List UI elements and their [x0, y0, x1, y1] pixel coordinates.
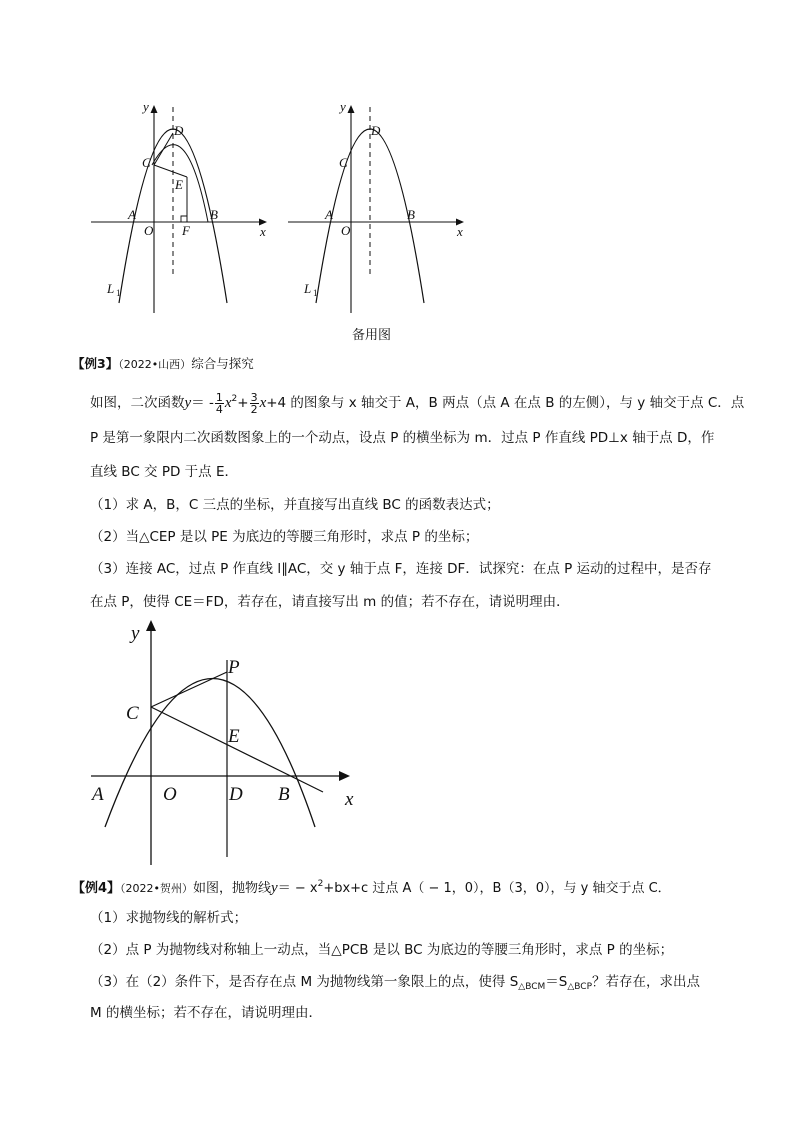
figure-1-parabola: [85, 95, 285, 325]
label-d: D: [174, 123, 184, 138]
label-e: E: [175, 177, 183, 192]
text-segment: 的图象与 x 轴交于 A，B 两点（点 A 在点 B 的左侧），与 y 轴交于点 C．点: [286, 395, 745, 411]
label-e: E: [228, 726, 240, 747]
text-segment: +4: [266, 395, 287, 411]
y-axis-arrow: [348, 105, 355, 113]
figure-1-svg: [85, 95, 285, 325]
label-l1: L: [107, 281, 115, 296]
example-3-question-3a: （3）连接 AC，过点 P 作直线 l∥AC，交 y 轴于点 F，连接 DF．试探究：在点 P 运动的过程中，是否存: [90, 561, 712, 577]
label-d: D: [229, 784, 243, 805]
example-4-question-2: （2）点 P 为抛物线对称轴上一动点，当△PCB 是以 BC 为底边的等腰三角形时，求点 P 的坐标；: [90, 942, 674, 958]
example-3-line-3: 直线 BC 交 PD 于点 E．: [90, 464, 238, 480]
figure-3-svg: [85, 615, 375, 875]
label-a: A: [325, 207, 333, 222]
label-b: B: [278, 784, 290, 805]
x-axis-arrow: [339, 771, 350, 781]
label-c: C: [126, 703, 139, 724]
example-3-question-3b: 在点 P，使得 CE＝FD，若存在，请直接写出 m 的值；若不存在，请说明理由．: [90, 594, 570, 610]
example-4-header: [72, 875, 671, 898]
example-4-source: （2022•贺州）: [120, 882, 194, 895]
line-bc: [151, 707, 323, 792]
figure-2-parabola: [282, 95, 482, 325]
label-f: F: [182, 223, 190, 238]
segment-ce: [154, 165, 187, 177]
figure-3-parabola: [85, 615, 375, 875]
example-4-question-3b: M 的横坐标；若不存在，请说明理由．: [90, 1005, 322, 1021]
var-y: y: [184, 395, 192, 411]
label-c: C: [339, 155, 348, 170]
text-segment: （3）在（2）条件下，是否存在点 M 为抛物线第一象限上的点，使得 S: [90, 974, 519, 990]
fraction-denominator: 4: [215, 402, 223, 416]
text-segment: ＝ − x: [277, 881, 318, 896]
var-x: x: [224, 395, 232, 411]
label-o: O: [341, 223, 351, 238]
label-o: O: [144, 223, 154, 238]
text-segment: ＝ -: [191, 395, 214, 411]
label-a: A: [128, 207, 136, 222]
label-l1-sub: 1: [313, 288, 318, 298]
fraction-numerator: 3: [250, 390, 258, 404]
label-l1: L: [304, 281, 312, 296]
y-axis-arrow: [151, 105, 158, 113]
example-4-tag: 【例4】: [72, 881, 121, 896]
fraction-1-4: [215, 392, 224, 415]
example-3-tag: 【例3】: [72, 356, 119, 371]
fraction-denominator: 2: [250, 402, 258, 416]
label-d: D: [371, 123, 381, 138]
text-segment: 如图，抛物线: [193, 881, 272, 896]
label-x: x: [345, 789, 354, 810]
text-segment: +bx+c 过点 A（ − 1，0），B（3，0），与 y 轴交于点 C．: [323, 881, 671, 896]
label-y: y: [143, 99, 149, 114]
example-3-question-2: （2）当△CEP 是以 PE 为底边的等腰三角形时，求点 P 的坐标；: [90, 529, 479, 545]
fraction-3-2: [250, 392, 259, 415]
label-a: A: [92, 784, 104, 805]
example-3-source: （2022•山西）: [118, 358, 192, 371]
example-3-question-1: （1）求 A，B，C 三点的坐标，并直接写出直线 BC 的函数表达式；: [90, 497, 500, 513]
label-y: y: [131, 623, 140, 644]
figure-caption: 备用图: [352, 328, 392, 343]
label-l1-sub: 1: [116, 288, 121, 298]
figure-2-svg: [282, 95, 482, 325]
subscript-bcp: △BCP: [567, 982, 593, 992]
example-4-question-3a: [90, 973, 700, 996]
example-3-header: [72, 355, 254, 374]
text-segment: ？若存在，求出点: [592, 974, 701, 990]
subscript-bcm: △BCM: [518, 982, 546, 992]
label-c: C: [142, 155, 151, 170]
text-segment: ＝S: [545, 974, 568, 990]
label-b: B: [210, 207, 218, 222]
label-y: y: [340, 99, 346, 114]
right-angle-mark: [181, 216, 187, 222]
segment-cd: [154, 133, 173, 165]
exponent: 2: [231, 394, 238, 404]
exponent: 2: [317, 879, 324, 889]
segment-cp: [151, 672, 227, 707]
var-y: y: [271, 880, 278, 896]
example-3-line-2: P 是第一象限内二次函数图象上的一个动点，设点 P 的横坐标为 m．过点 P 作直线 PD⊥x 轴于点 D，作: [90, 430, 715, 446]
var-x: x: [259, 395, 267, 411]
label-x: x: [457, 224, 463, 239]
example-4-question-1: （1）求抛物线的解析式；: [90, 910, 248, 926]
text-segment: +: [237, 395, 249, 411]
y-axis-arrow: [146, 620, 156, 631]
label-p: P: [228, 657, 240, 678]
example-3-topic: 综合与探究: [191, 356, 254, 371]
fraction-numerator: 1: [215, 390, 223, 404]
text-segment: 如图，二次函数: [90, 395, 185, 411]
label-x: x: [260, 224, 266, 239]
label-b: B: [407, 207, 415, 222]
label-o: O: [163, 784, 177, 805]
example-3-line-1: [90, 390, 744, 415]
